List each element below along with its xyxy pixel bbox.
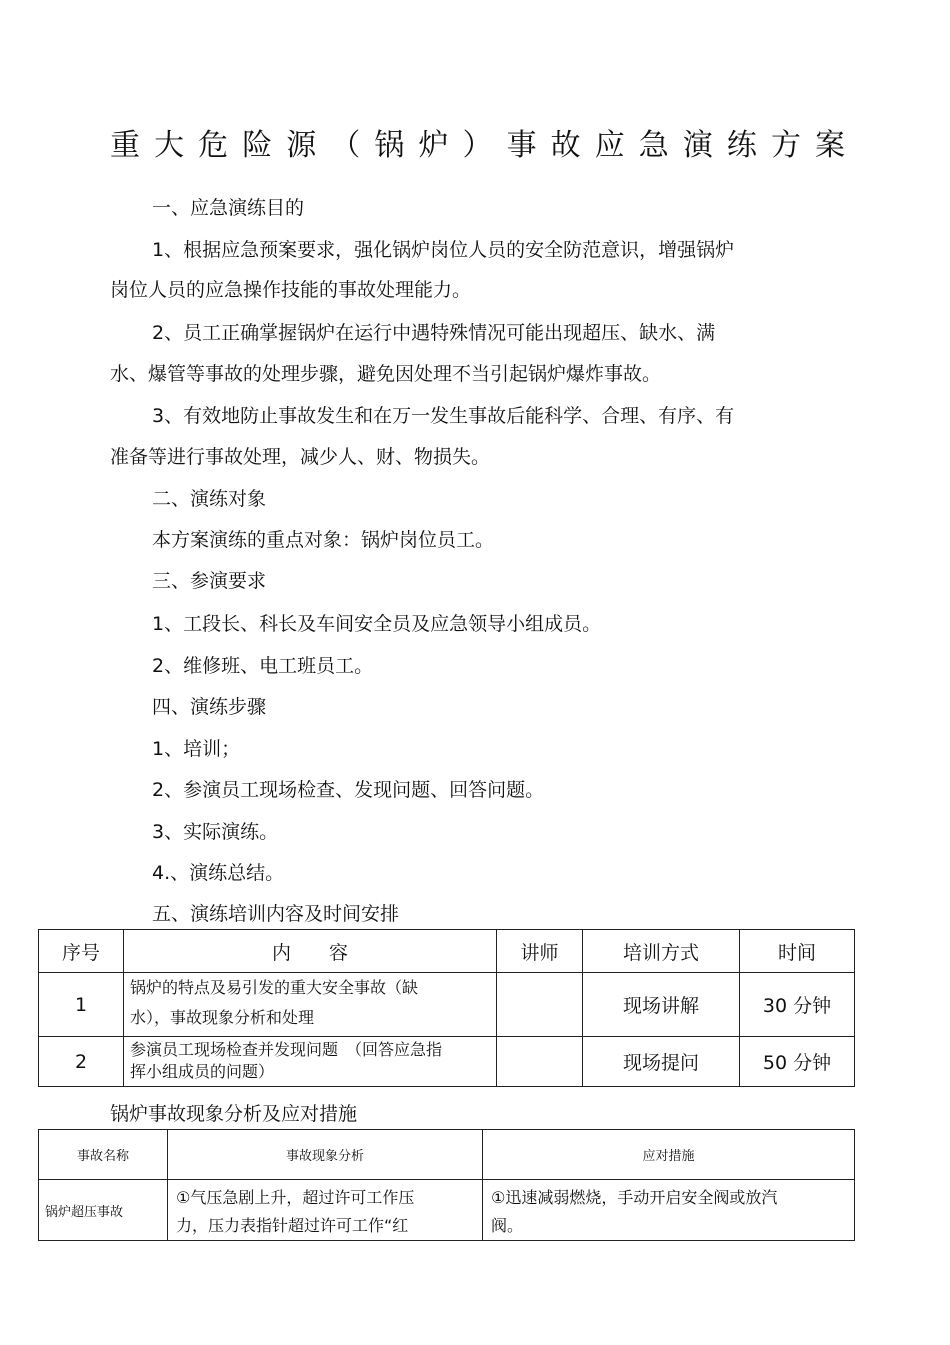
step-item-2: 2、参演员工现场检查、发现问题、回答问题。 bbox=[152, 779, 545, 801]
title-char: 炉 bbox=[418, 128, 449, 163]
step-item-1: 1、培训； bbox=[152, 738, 241, 760]
row-method: 现场提问 bbox=[583, 1037, 740, 1087]
objective-1-line-2: 岗位人员的应急操作技能的事故处理能力。 bbox=[110, 279, 472, 301]
target-text: 本方案演练的重点对象：锅炉岗位员工。 bbox=[152, 529, 495, 551]
title-char: 演 bbox=[682, 128, 713, 163]
objective-2-line-1: 2、员工正确掌握锅炉在运行中遇特殊情况可能出现超压、缺水、满 bbox=[152, 322, 716, 344]
table-row bbox=[39, 1037, 855, 1087]
row-method: 现场讲解 bbox=[583, 973, 740, 1037]
table-row bbox=[39, 973, 855, 1037]
title-char: 练 bbox=[726, 128, 757, 163]
accident-analysis-table bbox=[38, 1129, 855, 1241]
requirement-item-1: 1、工段长、科长及车间安全员及应急领导小组成员。 bbox=[152, 613, 602, 635]
header-method: 培训方式 bbox=[583, 930, 740, 973]
row-measures bbox=[483, 1180, 855, 1241]
title-char: 大 bbox=[154, 128, 185, 163]
row-content bbox=[124, 1037, 497, 1087]
objective-2-line-2: 水、爆管等事故的处理步骤，避免因处理不当引起锅炉爆炸事故。 bbox=[110, 363, 662, 385]
table-header-row bbox=[39, 1130, 855, 1180]
requirement-item-2: 2、维修班、电工班员工。 bbox=[152, 655, 374, 677]
title-char: 急 bbox=[638, 128, 669, 163]
header-accident-name: 事故名称 bbox=[39, 1130, 168, 1180]
title-char: 事 bbox=[506, 128, 537, 163]
objective-3-line-1: 3、有效地防止事故发生和在万一发生事故后能科学、合理、有序、有 bbox=[152, 405, 735, 427]
step-item-3: 3、实际演练。 bbox=[152, 821, 279, 843]
row-time: 30 分钟 bbox=[740, 973, 855, 1037]
title-char: 源 bbox=[286, 128, 317, 163]
objective-1-line-1: 1、根据应急预案要求，强化锅炉岗位人员的安全防范意识，增强锅炉 bbox=[152, 239, 735, 261]
title-char: 险 bbox=[242, 128, 273, 163]
title-char: ） bbox=[462, 128, 493, 163]
title-char: 故 bbox=[550, 128, 581, 163]
title-char: 危 bbox=[198, 128, 229, 163]
title-char: 应 bbox=[594, 128, 625, 163]
training-schedule-table bbox=[38, 929, 855, 1087]
title-char: 案 bbox=[815, 128, 845, 163]
section-heading-objectives: 一、应急演练目的 bbox=[152, 197, 305, 219]
header-measures: 应对措施 bbox=[483, 1130, 855, 1180]
row-analysis-line-2: 力，压力表指针超过许可工作“红 bbox=[176, 1216, 409, 1235]
row-analysis bbox=[168, 1180, 483, 1241]
section-heading-requirements: 三、参演要求 bbox=[152, 570, 267, 592]
row-analysis-line-1: ①气压急剧上升，超过许可工作压 bbox=[176, 1188, 415, 1207]
header-content: 内 容 bbox=[124, 930, 497, 973]
document-title bbox=[110, 124, 845, 168]
title-char: （ bbox=[330, 128, 361, 163]
title-char: 重 bbox=[110, 128, 140, 163]
objective-3-line-2: 准备等进行事故处理，减少人、财、物损失。 bbox=[110, 446, 491, 468]
row-num: 1 bbox=[39, 973, 124, 1037]
row-content-line-1: 参演员工现场检查并发现问题 （回答应急指 bbox=[130, 1040, 443, 1059]
row-lecturer bbox=[497, 973, 583, 1037]
row-lecturer bbox=[497, 1037, 583, 1087]
row-measures-line-1: ①迅速减弱燃烧，手动开启安全阀或放汽 bbox=[491, 1188, 778, 1207]
row-num: 2 bbox=[39, 1037, 124, 1087]
row-measures-line-2: 阀。 bbox=[491, 1216, 524, 1235]
table-header-row bbox=[39, 930, 855, 973]
row-content-line-1: 锅炉的特点及易引发的重大安全事故（缺 bbox=[130, 978, 419, 997]
row-time: 50 分钟 bbox=[740, 1037, 855, 1087]
row-accident-name: 锅炉超压事故 bbox=[39, 1180, 168, 1241]
title-char: 锅 bbox=[374, 128, 405, 163]
section-heading-target: 二、演练对象 bbox=[152, 488, 267, 510]
title-char: 方 bbox=[770, 128, 801, 163]
row-content-line-2: 挥小组成员的问题） bbox=[130, 1062, 275, 1081]
header-num: 序号 bbox=[39, 930, 124, 973]
header-lecturer: 讲师 bbox=[497, 930, 583, 973]
row-content bbox=[124, 973, 497, 1037]
row-content-line-2: 水），事故现象分析和处理 bbox=[130, 1008, 315, 1027]
accident-table-caption: 锅炉事故现象分析及应对措施 bbox=[110, 1103, 358, 1125]
section-heading-schedule: 五、演练培训内容及时间安排 bbox=[152, 903, 400, 925]
header-analysis: 事故现象分析 bbox=[168, 1130, 483, 1180]
step-item-4: 4.、演练总结。 bbox=[152, 862, 285, 884]
section-heading-steps: 四、演练步骤 bbox=[152, 696, 267, 718]
table-row bbox=[39, 1180, 855, 1241]
header-time: 时间 bbox=[740, 930, 855, 973]
